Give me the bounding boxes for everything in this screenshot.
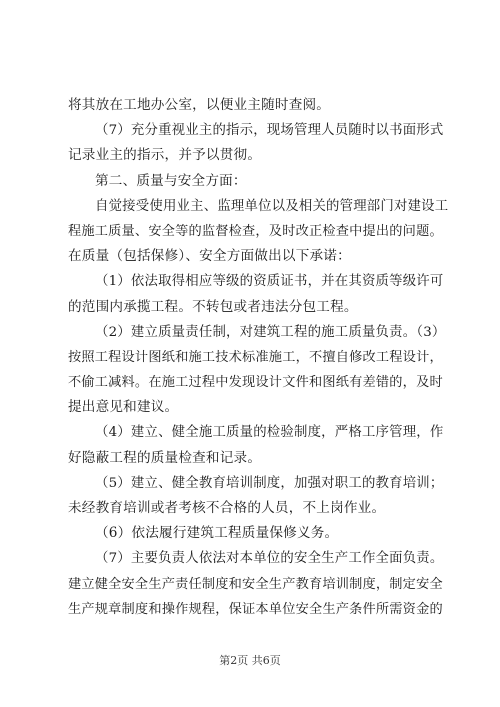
text-line: 记录业主的指示，并予以贯彻。 <box>68 147 262 164</box>
text-line: 将其放在工地办公室，以便业主随时查阅。 <box>68 97 331 113</box>
section-heading: 第二、质量与安全方面： <box>95 172 247 189</box>
text-line: （7）主要负责人依法对本单位的安全生产工作全面负责。 <box>95 551 444 567</box>
page-number: 第2页 共6页 <box>219 654 281 667</box>
text-line: （7）充分重视业主的指示，现场管理人员随时以书面形式 <box>95 123 444 139</box>
text-line: 按照工程设计图纸和施工技术标准施工，不擅自修改工程设计， <box>68 349 443 365</box>
text-line: 提出意见和建议。 <box>68 399 179 416</box>
text-line: 自觉接受使用业主、监理单位以及相关的管理部门对建设工 <box>95 198 448 214</box>
text-line: （4）建立、健全施工质量的检验制度，严格工序管理，作 <box>95 425 444 441</box>
text-line: （2）建立质量责任制，对建筑工程的施工质量负责。（3） <box>95 324 446 340</box>
text-line: 未经教育培训或者考核不合格的人员，不上岗作业。 <box>68 500 386 516</box>
text-line: 程施工质量、安全等的监督检查，及时改正检查中提出的问题。 <box>68 223 443 239</box>
text-line: 的范围内承揽工程。不转包或者违法分包工程。 <box>68 298 358 315</box>
text-line: （1）依法取得相应等级的资质证书，并在其资质等级许可 <box>95 274 444 290</box>
text-line: 在质量（包括保修）、安全方面做出以下承诺： <box>68 248 351 265</box>
text-line: 好隐蔽工程的质量检查和记录。 <box>68 449 262 466</box>
text-line: （6）依法履行建筑工程质量保修义务。 <box>95 525 339 542</box>
text-line: 生产规章制度和操作规程，保证本单位安全生产条件所需资金的 <box>68 601 443 617</box>
text-line: 不偷工减料。在施工过程中发现设计文件和图纸有差错的，及时 <box>68 375 443 391</box>
text-line: （5）建立、健全教育培训制度，加强对职工的教育培训； <box>95 475 444 491</box>
text-line: 建立健全安全生产责任制度和安全生产教育培训制度，制定安全 <box>68 576 443 592</box>
document-body <box>68 93 448 622</box>
